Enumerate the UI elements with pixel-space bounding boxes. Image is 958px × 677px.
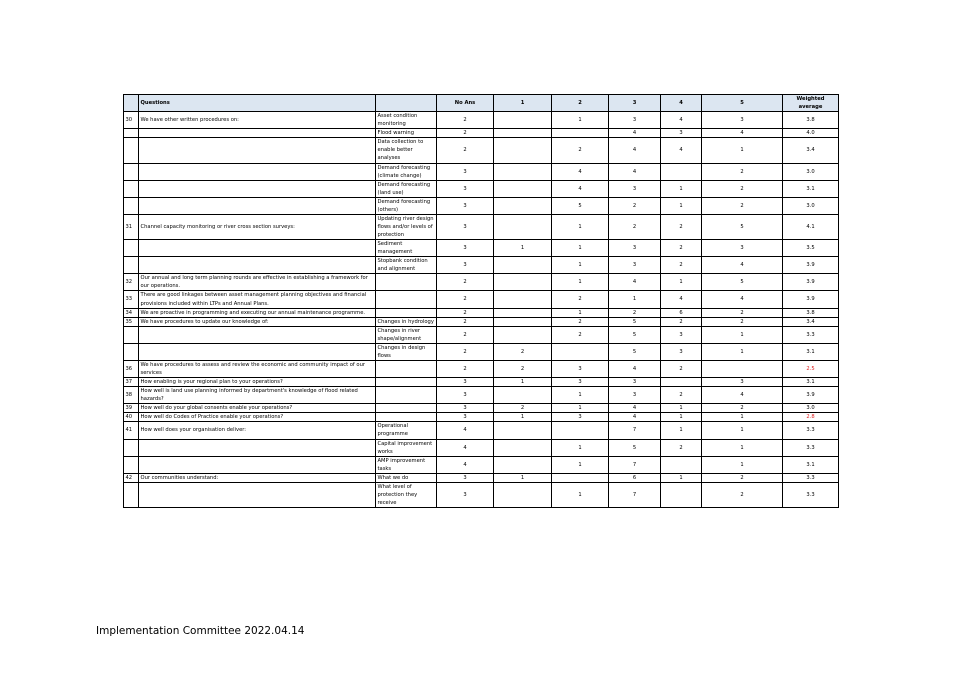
score-1-count: 1 bbox=[494, 240, 552, 257]
score-2-count: 2 bbox=[552, 326, 609, 343]
row-number: 41 bbox=[124, 422, 139, 439]
question-text: Our communities understand: bbox=[139, 473, 376, 482]
header-score-4: 4 bbox=[661, 95, 702, 112]
score-5-count: 1 bbox=[702, 439, 783, 456]
score-2-count: 2 bbox=[552, 317, 609, 326]
score-2-count: 1 bbox=[552, 387, 609, 404]
score-5-count: 5 bbox=[702, 214, 783, 239]
header-score-3: 3 bbox=[609, 95, 661, 112]
question-text bbox=[139, 129, 376, 138]
sub-item-text: Demand forecasting (climate change) bbox=[376, 163, 437, 180]
no-answer-count: 4 bbox=[437, 439, 494, 456]
header-weighted-average: Weighted average bbox=[783, 95, 839, 112]
score-4-count: 3 bbox=[661, 129, 702, 138]
score-4-count: 1 bbox=[661, 473, 702, 482]
table-body bbox=[124, 112, 839, 508]
score-1-count bbox=[494, 180, 552, 197]
row-number bbox=[124, 180, 139, 197]
header-questions: Questions bbox=[139, 95, 376, 112]
question-text bbox=[139, 163, 376, 180]
weighted-average-value: 3.9 bbox=[783, 291, 839, 308]
score-2-count: 5 bbox=[552, 197, 609, 214]
sub-item-text bbox=[376, 413, 437, 422]
score-3-count: 6 bbox=[609, 473, 661, 482]
table-row bbox=[124, 180, 839, 197]
no-answer-count: 3 bbox=[437, 482, 494, 507]
score-4-count: 1 bbox=[661, 404, 702, 413]
score-5-count: 4 bbox=[702, 257, 783, 274]
weighted-average-value: 3.3 bbox=[783, 473, 839, 482]
sub-item-text bbox=[376, 387, 437, 404]
score-4-count: 6 bbox=[661, 308, 702, 317]
no-answer-count: 2 bbox=[437, 291, 494, 308]
score-4-count: 3 bbox=[661, 343, 702, 360]
score-2-count bbox=[552, 422, 609, 439]
score-3-count: 4 bbox=[609, 129, 661, 138]
score-4-count: 2 bbox=[661, 214, 702, 239]
sub-item-text: Changes in river shape/alignment bbox=[376, 326, 437, 343]
no-answer-count: 3 bbox=[437, 378, 494, 387]
no-answer-count: 2 bbox=[437, 274, 494, 291]
header-no-ans: No Ans bbox=[437, 95, 494, 112]
question-text: How enabling is your regional plan to your operations? bbox=[139, 378, 376, 387]
score-2-count: 1 bbox=[552, 308, 609, 317]
score-1-count: 2 bbox=[494, 343, 552, 360]
weighted-average-value: 3.1 bbox=[783, 456, 839, 473]
question-text bbox=[139, 180, 376, 197]
table-row bbox=[124, 387, 839, 404]
question-text bbox=[139, 439, 376, 456]
weighted-average-value: 3.8 bbox=[783, 112, 839, 129]
score-3-count: 2 bbox=[609, 197, 661, 214]
sub-item-text: Changes in hydrology bbox=[376, 317, 437, 326]
score-1-count bbox=[494, 317, 552, 326]
table-row bbox=[124, 326, 839, 343]
row-number bbox=[124, 456, 139, 473]
no-answer-count: 3 bbox=[437, 214, 494, 239]
weighted-average-value: 3.4 bbox=[783, 138, 839, 163]
row-number bbox=[124, 257, 139, 274]
score-2-count: 3 bbox=[552, 360, 609, 377]
score-3-count: 3 bbox=[609, 387, 661, 404]
question-text: How well does your organisation deliver: bbox=[139, 422, 376, 439]
sub-item-text: AMP improvement tasks bbox=[376, 456, 437, 473]
score-2-count: 1 bbox=[552, 482, 609, 507]
no-answer-count: 2 bbox=[437, 138, 494, 163]
row-number: 40 bbox=[124, 413, 139, 422]
score-3-count: 3 bbox=[609, 180, 661, 197]
table-row bbox=[124, 274, 839, 291]
question-text: We have procedures to assess and review the economic and community impact of our services bbox=[139, 360, 376, 377]
table-row bbox=[124, 360, 839, 377]
score-3-count: 5 bbox=[609, 439, 661, 456]
score-3-count: 7 bbox=[609, 422, 661, 439]
weighted-average-value: 3.0 bbox=[783, 197, 839, 214]
row-number: 37 bbox=[124, 378, 139, 387]
score-1-count bbox=[494, 422, 552, 439]
score-5-count: 4 bbox=[702, 129, 783, 138]
score-3-count: 3 bbox=[609, 112, 661, 129]
no-answer-count: 4 bbox=[437, 422, 494, 439]
header-number bbox=[124, 95, 139, 112]
question-text: How well do Codes of Practice enable your operations? bbox=[139, 413, 376, 422]
weighted-average-value: 3.9 bbox=[783, 387, 839, 404]
table-row bbox=[124, 456, 839, 473]
score-4-count: 2 bbox=[661, 360, 702, 377]
no-answer-count: 2 bbox=[437, 343, 494, 360]
score-2-count: 4 bbox=[552, 180, 609, 197]
question-text: There are good linkages between asset management planning objectives and financial provisions included within LTPs and Annual Plans. bbox=[139, 291, 376, 308]
no-answer-count: 2 bbox=[437, 112, 494, 129]
weighted-average-value: 3.3 bbox=[783, 422, 839, 439]
question-text bbox=[139, 257, 376, 274]
table-row bbox=[124, 413, 839, 422]
question-text bbox=[139, 343, 376, 360]
table-row bbox=[124, 214, 839, 239]
score-4-count: 2 bbox=[661, 257, 702, 274]
score-5-count: 5 bbox=[702, 274, 783, 291]
no-answer-count: 3 bbox=[437, 387, 494, 404]
score-5-count: 2 bbox=[702, 163, 783, 180]
score-1-count bbox=[494, 387, 552, 404]
row-number: 32 bbox=[124, 274, 139, 291]
weighted-average-value: 2.8 bbox=[783, 413, 839, 422]
table-row bbox=[124, 473, 839, 482]
table-row bbox=[124, 240, 839, 257]
score-5-count: 1 bbox=[702, 456, 783, 473]
question-text bbox=[139, 482, 376, 507]
question-text: How well do your global consents enable your operations? bbox=[139, 404, 376, 413]
score-4-count bbox=[661, 482, 702, 507]
sub-item-text bbox=[376, 360, 437, 377]
no-answer-count: 3 bbox=[437, 197, 494, 214]
score-4-count bbox=[661, 163, 702, 180]
score-5-count: 1 bbox=[702, 413, 783, 422]
score-4-count: 4 bbox=[661, 291, 702, 308]
score-3-count: 7 bbox=[609, 482, 661, 507]
score-2-count: 1 bbox=[552, 439, 609, 456]
row-number: 42 bbox=[124, 473, 139, 482]
score-4-count: 2 bbox=[661, 439, 702, 456]
no-answer-count: 2 bbox=[437, 317, 494, 326]
weighted-average-value: 3.1 bbox=[783, 180, 839, 197]
weighted-average-value: 3.3 bbox=[783, 326, 839, 343]
score-1-count bbox=[494, 138, 552, 163]
row-number bbox=[124, 326, 139, 343]
sub-item-text bbox=[376, 308, 437, 317]
score-4-count: 2 bbox=[661, 240, 702, 257]
score-1-count bbox=[494, 197, 552, 214]
table-row bbox=[124, 257, 839, 274]
footer-text: Implementation Committee 2022.04.14 bbox=[96, 625, 305, 637]
question-text: We are proactive in programming and executing our annual maintenance programme. bbox=[139, 308, 376, 317]
score-3-count: 4 bbox=[609, 404, 661, 413]
row-number: 35 bbox=[124, 317, 139, 326]
score-4-count: 4 bbox=[661, 138, 702, 163]
score-4-count bbox=[661, 456, 702, 473]
row-number bbox=[124, 439, 139, 456]
weighted-average-value: 3.0 bbox=[783, 404, 839, 413]
question-text: We have other written procedures on: bbox=[139, 112, 376, 129]
row-number bbox=[124, 138, 139, 163]
row-number bbox=[124, 240, 139, 257]
sub-item-text: Operational programme bbox=[376, 422, 437, 439]
score-2-count: 3 bbox=[552, 378, 609, 387]
score-5-count: 1 bbox=[702, 326, 783, 343]
score-1-count: 1 bbox=[494, 378, 552, 387]
no-answer-count: 3 bbox=[437, 163, 494, 180]
score-5-count: 2 bbox=[702, 180, 783, 197]
score-5-count: 2 bbox=[702, 473, 783, 482]
sub-item-text: Updating river design flows and/or levels of protection bbox=[376, 214, 437, 239]
weighted-average-value: 3.3 bbox=[783, 439, 839, 456]
no-answer-count: 3 bbox=[437, 257, 494, 274]
score-2-count: 4 bbox=[552, 163, 609, 180]
question-text: How well is land use planning informed by department's knowledge of flood related hazards? bbox=[139, 387, 376, 404]
row-number bbox=[124, 197, 139, 214]
score-4-count: 1 bbox=[661, 422, 702, 439]
score-5-count: 2 bbox=[702, 482, 783, 507]
question-text: Our annual and long term planning rounds are effective in establishing a framework for our operations. bbox=[139, 274, 376, 291]
score-5-count: 2 bbox=[702, 197, 783, 214]
score-4-count: 1 bbox=[661, 197, 702, 214]
weighted-average-value: 3.8 bbox=[783, 308, 839, 317]
score-4-count bbox=[661, 378, 702, 387]
score-3-count: 1 bbox=[609, 291, 661, 308]
score-2-count bbox=[552, 473, 609, 482]
no-answer-count: 3 bbox=[437, 240, 494, 257]
score-3-count: 4 bbox=[609, 274, 661, 291]
weighted-average-value: 3.1 bbox=[783, 378, 839, 387]
header-row bbox=[124, 95, 839, 112]
score-3-count: 2 bbox=[609, 308, 661, 317]
sub-item-text: Asset condition monitoring bbox=[376, 112, 437, 129]
score-1-count bbox=[494, 274, 552, 291]
header-score-5: 5 bbox=[702, 95, 783, 112]
row-number: 33 bbox=[124, 291, 139, 308]
table-row bbox=[124, 317, 839, 326]
sub-item-text bbox=[376, 291, 437, 308]
weighted-average-value: 3.9 bbox=[783, 257, 839, 274]
weighted-average-value: 3.3 bbox=[783, 482, 839, 507]
score-3-count: 2 bbox=[609, 214, 661, 239]
weighted-average-value: 3.5 bbox=[783, 240, 839, 257]
no-answer-count: 2 bbox=[437, 326, 494, 343]
table-row bbox=[124, 308, 839, 317]
score-5-count: 2 bbox=[702, 308, 783, 317]
score-3-count: 7 bbox=[609, 456, 661, 473]
table-row bbox=[124, 138, 839, 163]
table-row bbox=[124, 291, 839, 308]
score-3-count: 5 bbox=[609, 317, 661, 326]
score-3-count: 4 bbox=[609, 360, 661, 377]
score-1-count bbox=[494, 129, 552, 138]
score-3-count: 3 bbox=[609, 240, 661, 257]
score-2-count bbox=[552, 129, 609, 138]
row-number: 39 bbox=[124, 404, 139, 413]
score-5-count: 1 bbox=[702, 138, 783, 163]
score-2-count: 1 bbox=[552, 274, 609, 291]
question-text: We have procedures to update our knowledge of: bbox=[139, 317, 376, 326]
no-answer-count: 2 bbox=[437, 360, 494, 377]
score-5-count: 3 bbox=[702, 378, 783, 387]
sub-item-text: Demand forecasting (others) bbox=[376, 197, 437, 214]
score-2-count: 2 bbox=[552, 138, 609, 163]
row-number bbox=[124, 482, 139, 507]
sub-item-text: Flood warning bbox=[376, 129, 437, 138]
score-1-count bbox=[494, 308, 552, 317]
row-number: 31 bbox=[124, 214, 139, 239]
score-2-count: 1 bbox=[552, 456, 609, 473]
sub-item-text: What level of protection they receive bbox=[376, 482, 437, 507]
row-number: 30 bbox=[124, 112, 139, 129]
no-answer-count: 4 bbox=[437, 456, 494, 473]
score-5-count bbox=[702, 360, 783, 377]
no-answer-count: 3 bbox=[437, 404, 494, 413]
table-row bbox=[124, 129, 839, 138]
sub-item-text bbox=[376, 378, 437, 387]
score-1-count bbox=[494, 214, 552, 239]
sub-item-text: Stopbank condition and alignment bbox=[376, 257, 437, 274]
question-text bbox=[139, 240, 376, 257]
score-3-count: 5 bbox=[609, 343, 661, 360]
score-4-count: 4 bbox=[661, 112, 702, 129]
score-3-count: 3 bbox=[609, 257, 661, 274]
table-row bbox=[124, 439, 839, 456]
score-1-count bbox=[494, 291, 552, 308]
no-answer-count: 3 bbox=[437, 413, 494, 422]
sub-item-text: Changes in design flows bbox=[376, 343, 437, 360]
score-1-count bbox=[494, 439, 552, 456]
table-row bbox=[124, 112, 839, 129]
score-1-count bbox=[494, 257, 552, 274]
score-2-count: 1 bbox=[552, 257, 609, 274]
sub-item-text bbox=[376, 274, 437, 291]
score-2-count: 1 bbox=[552, 404, 609, 413]
table-row bbox=[124, 422, 839, 439]
sub-item-text: Demand forecasting (land use) bbox=[376, 180, 437, 197]
question-text bbox=[139, 326, 376, 343]
score-5-count: 2 bbox=[702, 317, 783, 326]
weighted-average-value: 4.1 bbox=[783, 214, 839, 239]
score-1-count: 2 bbox=[494, 404, 552, 413]
sub-item-text bbox=[376, 404, 437, 413]
table-row bbox=[124, 343, 839, 360]
sub-item-text: Sediment management bbox=[376, 240, 437, 257]
score-4-count: 1 bbox=[661, 274, 702, 291]
survey-results-table bbox=[123, 94, 839, 508]
score-5-count: 1 bbox=[702, 343, 783, 360]
header-score-1: 1 bbox=[494, 95, 552, 112]
score-2-count bbox=[552, 343, 609, 360]
no-answer-count: 3 bbox=[437, 180, 494, 197]
table-row bbox=[124, 378, 839, 387]
score-1-count: 2 bbox=[494, 360, 552, 377]
score-3-count: 3 bbox=[609, 378, 661, 387]
table-row bbox=[124, 482, 839, 507]
header-score-2: 2 bbox=[552, 95, 609, 112]
score-2-count: 3 bbox=[552, 413, 609, 422]
score-1-count bbox=[494, 112, 552, 129]
score-5-count: 2 bbox=[702, 404, 783, 413]
table-row bbox=[124, 197, 839, 214]
question-text: Channel capacity monitoring or river cross section surveys: bbox=[139, 214, 376, 239]
score-4-count: 1 bbox=[661, 413, 702, 422]
table-row bbox=[124, 163, 839, 180]
score-5-count: 4 bbox=[702, 291, 783, 308]
score-5-count: 3 bbox=[702, 112, 783, 129]
weighted-average-value: 3.4 bbox=[783, 317, 839, 326]
score-1-count: 1 bbox=[494, 473, 552, 482]
row-number bbox=[124, 343, 139, 360]
sub-item-text: Data collection to enable better analyses bbox=[376, 138, 437, 163]
score-1-count bbox=[494, 163, 552, 180]
row-number: 36 bbox=[124, 360, 139, 377]
score-1-count bbox=[494, 326, 552, 343]
weighted-average-value: 3.0 bbox=[783, 163, 839, 180]
row-number bbox=[124, 163, 139, 180]
score-3-count: 4 bbox=[609, 163, 661, 180]
no-answer-count: 2 bbox=[437, 129, 494, 138]
row-number: 38 bbox=[124, 387, 139, 404]
score-4-count: 1 bbox=[661, 180, 702, 197]
score-5-count: 1 bbox=[702, 422, 783, 439]
score-3-count: 4 bbox=[609, 138, 661, 163]
score-2-count: 2 bbox=[552, 291, 609, 308]
weighted-average-value: 4.0 bbox=[783, 129, 839, 138]
score-1-count bbox=[494, 482, 552, 507]
no-answer-count: 2 bbox=[437, 308, 494, 317]
table-row bbox=[124, 404, 839, 413]
row-number bbox=[124, 129, 139, 138]
weighted-average-value: 2.5 bbox=[783, 360, 839, 377]
score-5-count: 3 bbox=[702, 240, 783, 257]
question-text bbox=[139, 456, 376, 473]
score-4-count: 3 bbox=[661, 326, 702, 343]
question-text bbox=[139, 197, 376, 214]
weighted-average-value: 3.1 bbox=[783, 343, 839, 360]
no-answer-count: 3 bbox=[437, 473, 494, 482]
score-4-count: 2 bbox=[661, 387, 702, 404]
header-sub-item bbox=[376, 95, 437, 112]
row-number: 34 bbox=[124, 308, 139, 317]
score-4-count: 2 bbox=[661, 317, 702, 326]
score-2-count: 1 bbox=[552, 240, 609, 257]
score-1-count: 1 bbox=[494, 413, 552, 422]
sub-item-text: Capital improvement works bbox=[376, 439, 437, 456]
question-text bbox=[139, 138, 376, 163]
score-3-count: 4 bbox=[609, 413, 661, 422]
score-2-count: 1 bbox=[552, 112, 609, 129]
score-2-count: 1 bbox=[552, 214, 609, 239]
score-1-count bbox=[494, 456, 552, 473]
score-3-count: 5 bbox=[609, 326, 661, 343]
score-5-count: 4 bbox=[702, 387, 783, 404]
sub-item-text: What we do bbox=[376, 473, 437, 482]
weighted-average-value: 3.9 bbox=[783, 274, 839, 291]
